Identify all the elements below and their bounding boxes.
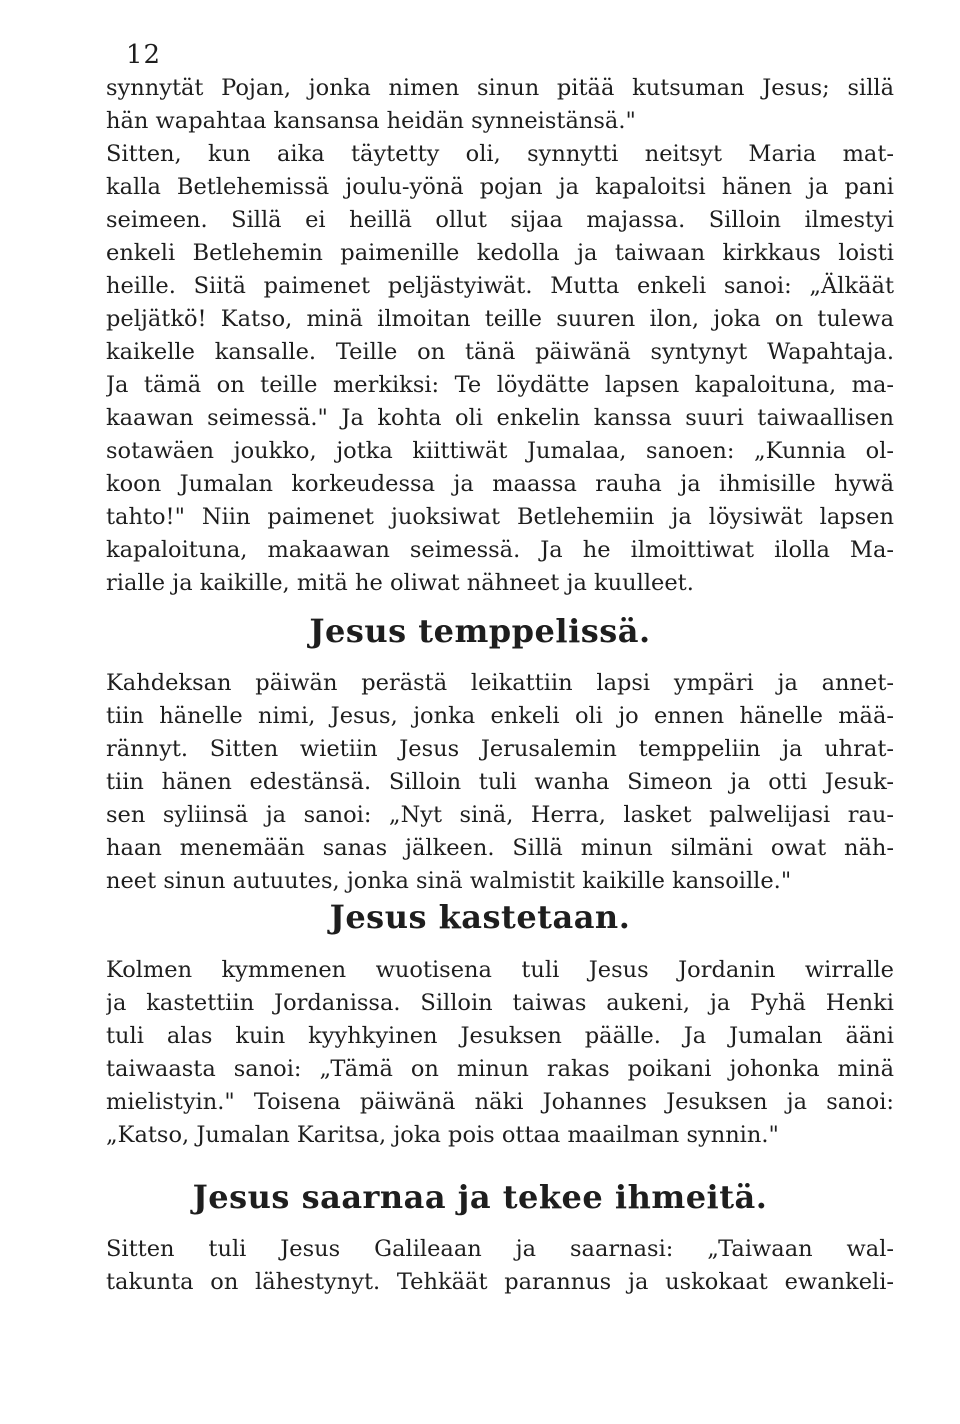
body-text-intro [106, 72, 894, 600]
text-line: Sitten, kun aika täytetty oli, synnytti neitsyt Maria mat- [106, 141, 894, 167]
text-line: Ja tämä on teille merkiksi: Te löydätte lapsen kapaloituna, ma- [106, 372, 894, 398]
text-line: Kolmen kymmenen wuotisena tuli Jesus Jordanin wirralle [106, 957, 894, 983]
text-line: peljätkö! Katso, minä ilmoitan teille suuren ilon, joka on tulewa [106, 306, 894, 332]
text-line: enkeli Betlehemin paimenille kedolla ja taiwaan kirkkaus loisti [106, 240, 894, 266]
text-line: tuli alas kuin kyyhkyinen Jesuksen päälle. Ja Jumalan ääni [106, 1023, 894, 1049]
text-line: heille. Siitä paimenet peljästyiwät. Mutta enkeli sanoi: „Älkäät [106, 273, 894, 299]
page-number: 12 [126, 40, 162, 70]
text-line: sotawäen joukko, jotka kiittiwät Jumalaa, sanoen: „Kunnia ol- [106, 438, 894, 464]
text-line: taiwaasta sanoi: „Tämä on minun rakas poikani johonka minä [106, 1056, 894, 1082]
text-line: kaikelle kansalle. Teille on tänä päiwänä syntynyt Wapahtaja. [106, 339, 894, 365]
body-text-baptism [106, 954, 894, 1152]
body-text-miracles [106, 1233, 894, 1299]
text-line: haan menemään sanas jälkeen. Sillä minun silmäni owat näh- [106, 835, 894, 861]
text-line: Sitten tuli Jesus Galileaan ja saarnasi: „Taiwaan wal- [106, 1236, 894, 1262]
text-line: hän wapahtaa kansansa heidän synneistänsä." [106, 108, 636, 134]
text-line: neet sinun autuutes, jonka sinä walmistit kaikille kansoille." [106, 868, 792, 894]
text-line: sen syliinsä ja sanoi: „Nyt sinä, Herra, lasket palwelijasi rau- [106, 802, 894, 828]
text-line: rännyt. Sitten wietiin Jesus Jerusalemin temppeliin ja uhrat- [106, 736, 894, 762]
section-heading-baptism: Jesus kastetaan. [329, 898, 631, 936]
text-line: „Katso, Jumalan Karitsa, joka pois ottaa maailman synnin." [106, 1122, 779, 1148]
text-line: seimeen. Sillä ei heillä ollut sijaa majassa. Silloin ilmestyi [106, 207, 894, 233]
section-heading-temple: Jesus temppelissä. [309, 612, 651, 650]
text-line: kalla Betlehemissä joulu-yönä pojan ja kapaloitsi hänen ja pani [106, 174, 894, 200]
text-line: takunta on lähestynyt. Tehkäät parannus ja uskokaat ewankeli- [106, 1269, 894, 1295]
text-line: kaawan seimessä." Ja kohta oli enkelin kanssa suuri taiwaallisen [106, 405, 894, 431]
text-line: ja kastettiin Jordanissa. Silloin taiwas aukeni, ja Pyhä Henki [106, 990, 894, 1016]
text-line: tiin hänen edestänsä. Silloin tuli wanha Simeon ja otti Jesuk- [106, 769, 894, 795]
text-line: rialle ja kaikille, mitä he oliwat nähneet ja kuulleet. [106, 570, 694, 596]
text-line: tiin hänelle nimi, Jesus, jonka enkeli oli jo ennen hänelle mää- [106, 703, 894, 729]
text-line: mielistyin." Toisena päiwänä näki Johannes Jesuksen ja sanoi: [106, 1089, 894, 1115]
body-text-temple [106, 667, 894, 898]
text-line: tahto!" Niin paimenet juoksiwat Betlehemiin ja löysiwät lapsen [106, 504, 894, 530]
text-line: kapaloituna, makaawan seimessä. Ja he ilmoittiwat ilolla Ma- [106, 537, 894, 563]
text-line: Kahdeksan päiwän perästä leikattiin lapsi ympäri ja annet- [106, 670, 894, 696]
text-line: koon Jumalan korkeudessa ja maassa rauha ja ihmisille hywä [106, 471, 894, 497]
text-line: synnytät Pojan, jonka nimen sinun pitää kutsuman Jesus; sillä [106, 75, 894, 101]
section-heading-miracles: Jesus saarnaa ja tekee ihmeitä. [192, 1178, 768, 1216]
